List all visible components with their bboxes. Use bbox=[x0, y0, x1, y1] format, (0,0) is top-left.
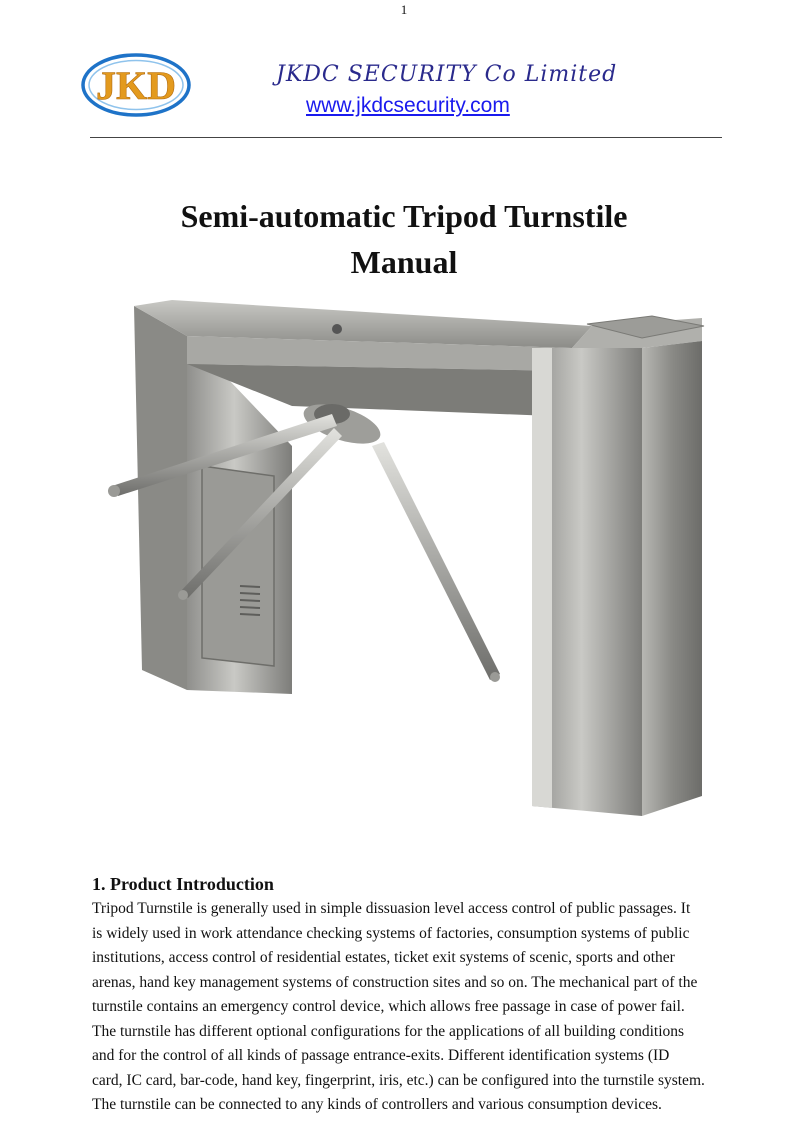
header-divider bbox=[90, 137, 722, 138]
website-link[interactable]: www.jkdcsecurity.com bbox=[306, 94, 510, 117]
company-name: JKDC SECURITY Co Limited bbox=[276, 62, 618, 87]
document-title bbox=[0, 193, 808, 285]
intro-line: The turnstile has different optional configurations for the applications of all building conditions bbox=[92, 1022, 685, 1040]
section-heading: 1. Product Introduction bbox=[92, 874, 274, 894]
turnstile-photo bbox=[92, 296, 722, 836]
intro-line: arenas, hand key management systems of construction sites and so on. The mechanical part of the bbox=[92, 973, 698, 991]
product-introduction bbox=[92, 897, 732, 1118]
title-line-2: Manual bbox=[350, 244, 458, 280]
intro-line: institutions, access control of residential estates, ticket exit systems of scenic, sports and other bbox=[92, 949, 675, 966]
intro-line: Tripod Turnstile is generally used in simple dissuasion level access control of public passages. It bbox=[92, 900, 691, 917]
title-line-1: Semi-automatic Tripod Turnstile bbox=[180, 198, 628, 234]
intro-line: The turnstile can be connected to any kinds of controllers and various consumption devices. bbox=[92, 1096, 662, 1113]
intro-line: and for the control of all kinds of passage entrance-exits. Different identification systems (ID bbox=[92, 1047, 670, 1064]
logo-lettering: JKD bbox=[96, 63, 176, 108]
company-logo bbox=[80, 52, 192, 118]
intro-line: is widely used in work attendance checking systems of factories, consumption systems of public bbox=[92, 924, 690, 942]
intro-line: turnstile contains an emergency control device, which allows free passage in case of power fail. bbox=[92, 998, 685, 1015]
page-number: 1 bbox=[400, 2, 408, 17]
intro-line: card, IC card, bar-code, hand key, fingerprint, iris, etc.) can be configured into the turnstile system. bbox=[92, 1071, 705, 1089]
